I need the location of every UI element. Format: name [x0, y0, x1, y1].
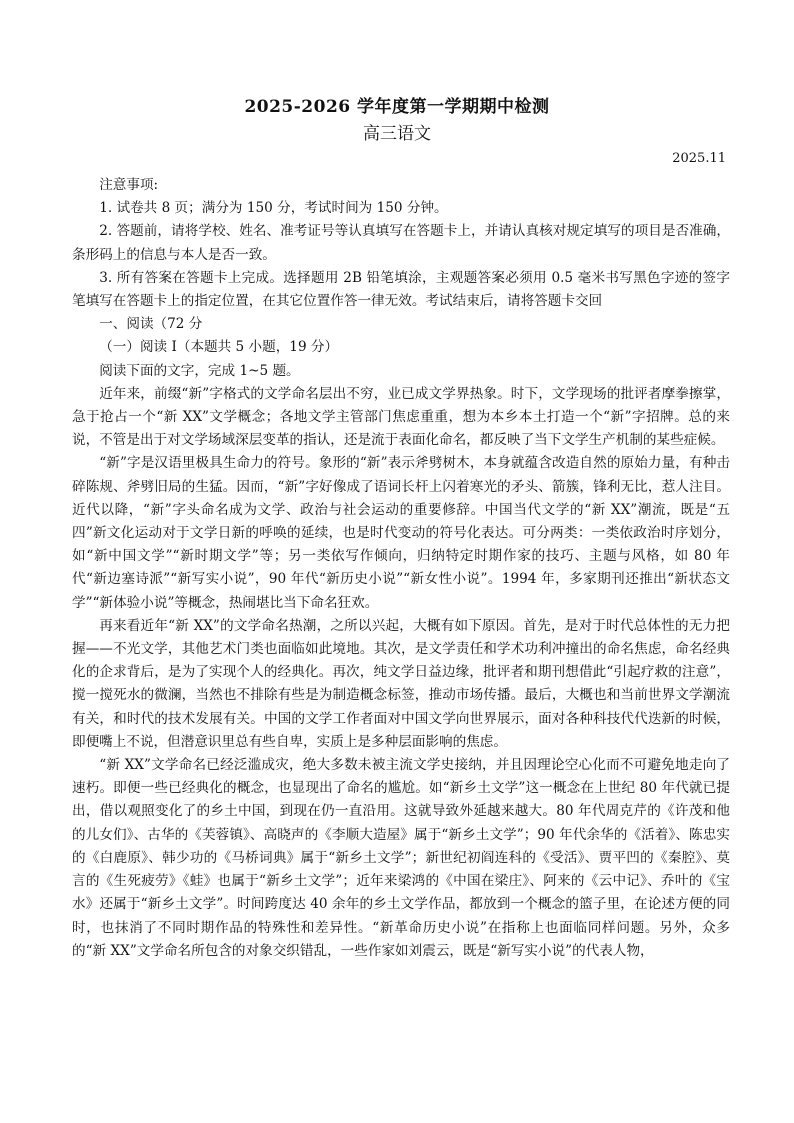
article-paragraph-2: “新”字是汉语里极具生命力的符号。象形的“新”表示斧劈树木，本身就蕴含改造自然的原始力量，有种击碎陈规、斧劈旧局的生猛。因而，“新”字好像成了语词长杆上闪着寒光的矛头、箭簇，锋利无比，惹人注目。近代以降，“新”字头命名成为文学、政治与社会运动的重要修辞。中国当代文学的“新 XX”潮流，既是“五四”新文化运动对于文学日新的呼唤的延续，也是时代变动的符号化表达。可分两类：一类依政治时序划分，如“新中国文学”“新时期文学”等；另一类依写作倾向，归纳特定时期作家的技巧、主题与风格，如 80 年代“新边塞诗派”“新写实小说”，90 年代“新历史小说”“新女性小说”。1994 年，多家期刊还推出“新状态文学”“新体验小说”等概念，热闹堪比当下命名狂欢。: [72, 455, 730, 611]
notice-item-2: 2. 答题前，请将学校、姓名、准考证号等认真填写在答题卡上，并请认真核对规定填写的项目是否准确，条形码上的信息与本人是否一致。: [72, 223, 730, 263]
notice-heading: 注意事项:: [99, 177, 159, 193]
notice-item-3: 3. 所有答案在答题卡上完成。选择题用 2B 铅笔填涂，主观题答案必须用 0.5 毫米书写黑色字迹的签字笔填写在答题卡上的指定位置，在其它位置作答一律无效。考试结束后，请将答题卡交回: [72, 269, 730, 310]
reading-instruction: 阅读下面的文字，完成 1~5 题。: [99, 362, 300, 379]
article-paragraph-3: 再来看近年“新 XX”的文学命名热潮，之所以兴起，大概有如下原因。首先，是对于时代总体性的无力把握——不光文学，其他艺术门类也面临如此境地。其次，是文学责任和学术功利冲撞出的命名焦虑，命名经典化的企求背后，是为了实现个人的经典化。再次，纯文学日益边缘，批评者和期刊想借此“引起疗救的注意”，搅一搅死水的微澜，当然也不排除有些是为制造概念标签，推动市场传播。最后，大概也和当前世界文学潮流有关，和时代的技术发展有关。中国的文学工作者面对中国文学向世界展示，面对各种科技代代迭新的时候，即便嘴上不说，但潜意识里总有些自卑，实质上是多种层面影响的焦虑。: [72, 617, 730, 750]
article-paragraph-1: 近年来，前缀“新”字格式的文学命名层出不穷，业已成文学界热象。时下，文学现场的批评者摩拳擦掌，急于抢占一个“新 XX”文学概念；各地文学主管部门焦虑重重，想为本乡本土打造一个“新”字招牌。总的来说，不管是出于对文学场域深层变革的指认，还是流于表面化命名，都反映了当下文学生产机制的某些症候。: [72, 385, 730, 449]
subsection-heading: （一）阅读 I（本题共 5 小题，19 分）: [99, 339, 339, 356]
document-body: [72, 174, 730, 963]
article-paragraph-4: “新 XX”文学命名已经泛滥成灾，绝大多数未被主流文学史接纳，并且因理论空心化而不可避免地走向了速朽。即便一些已经典化的概念，也显现出了命名的尴尬。如“新乡土文学”这一概念在上世纪 80 年代就已提出，借以观照变化了的乡土中国，到现在仍一直沿用。这就导致外延越来越大。80 年代周克芹的《许茂和他的儿女们》、古华的《芙蓉镇》、高晓声的《李顺大造屋》属于“新乡土文学”；90 年代余华的《活着》、陈忠实的《白鹿原》、韩少功的《马桥词典》属于“新乡土文学”；新世纪初阎连科的《受活》、贾平凹的《秦腔》、莫言的《生死疲劳》《蛙》也属于“新乡土文学”；近年来梁鸿的《中国在梁庄》、阿来的《云中记》、乔叶的《宝水》还属于“新乡土文学”。时间跨度达 40 余年的乡土文学作品，都放到一个概念的篮子里，在论述方便的同时，也抹消了不同时期作品的特殊性和差异性。“新革命历史小说”在指称上也面临同样问题。另外，众多的“新 XX”文学命名所包含的对象交织错乱，一些作家如刘震云，既是“新写实小说”的代表人物，: [72, 757, 730, 959]
section-heading: 一、阅读（72 分: [99, 316, 203, 333]
exam-date: 2025.11: [672, 151, 726, 166]
page-subtitle: 高三语文: [363, 124, 431, 144]
page-title: 2025-2026 学年度第一学期期中检测: [244, 97, 550, 117]
notice-item-1: 1. 试卷共 8 页；满分为 150 分，考试时间为 150 分钟。: [99, 200, 448, 217]
